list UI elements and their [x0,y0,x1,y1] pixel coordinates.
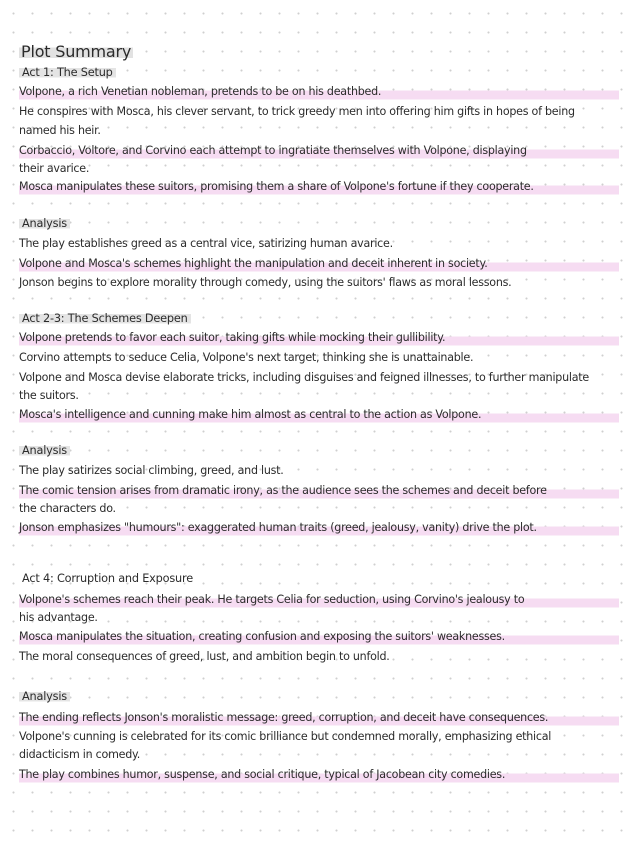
note-line: Mosca's intelligence and cunning make him almost as central to the action as Volpone. [19,405,619,424]
note-line: The play satirizes social climbing, greed, and lust. [19,464,284,477]
note-line: their avarice. [19,162,90,175]
section-heading-act-4: Act 4: Corruption and Exposure [22,572,193,585]
note-line: Corbaccio, Voltore, and Corvino each attempt to ingratiate themselves with Volpone, displaying [19,141,619,160]
note-line: Volpone's cunning is celebrated for its comic brilliance but condemned morally, emphasizing ethical [19,730,552,743]
note-line: Volpone, a rich Venetian nobleman, pretends to be on his deathbed. [19,82,619,101]
note-line: the characters do. [19,502,116,515]
note-line: Volpone's schemes reach their peak. He targets Celia for seduction, using Corvino's jealousy to [19,590,619,609]
section-heading-act-1: Act 1: The Setup [19,66,116,79]
note-line: The comic tension arises from dramatic irony, as the audience sees the schemes and deceit before [19,481,619,500]
note-line: The ending reflects Jonson's moralistic message: greed, corruption, and deceit have consequences. [19,708,619,727]
note-line: Corvino attempts to seduce Celia, Volpone's next target, thinking she is unattainable. [19,351,474,364]
section-heading-act-2-3: Act 2-3: The Schemes Deepen [19,312,191,325]
section-heading-analysis-3: Analysis [19,690,70,703]
section-heading-analysis-1: Analysis [19,217,70,230]
note-line: didacticism in comedy. [19,748,140,761]
note-line: his advantage. [19,611,98,624]
note-line: Volpone and Mosca devise elaborate tricks, including disguises and feigned illnesses, to further manipulate [19,371,589,384]
note-line: Jonson begins to explore morality through comedy, using the suitors' flaws as moral lessons. [19,276,512,289]
page-title: Plot Summary [21,42,132,61]
note-line: Jonson emphasizes "humours": exaggerated human traits (greed, jealousy, vanity) drive the plot. [19,518,619,537]
section-heading-analysis-2: Analysis [19,444,70,457]
note-line: Mosca manipulates these suitors, promising them a share of Volpone's fortune if they cooperate. [19,177,619,196]
note-line: The moral consequences of greed, lust, and ambition begin to unfold. [19,650,390,663]
note-line: the suitors. [19,389,79,402]
note-line: Volpone pretends to favor each suitor, taking gifts while mocking their gullibility. [19,328,619,347]
note-line: Mosca manipulates the situation, creating confusion and exposing the suitors' weaknesses. [19,627,619,646]
note-line: The play combines humor, suspense, and social critique, typical of Jacobean city comedies. [19,765,619,784]
note-line: Volpone and Mosca's schemes highlight the manipulation and deceit inherent in society. [19,254,619,273]
note-line: named his heir. [19,124,101,137]
note-line: The play establishes greed as a central vice, satirizing human avarice. [19,237,393,250]
note-line: He conspires with Mosca, his clever servant, to trick greedy men into offering him gifts in hopes of being [19,105,575,118]
